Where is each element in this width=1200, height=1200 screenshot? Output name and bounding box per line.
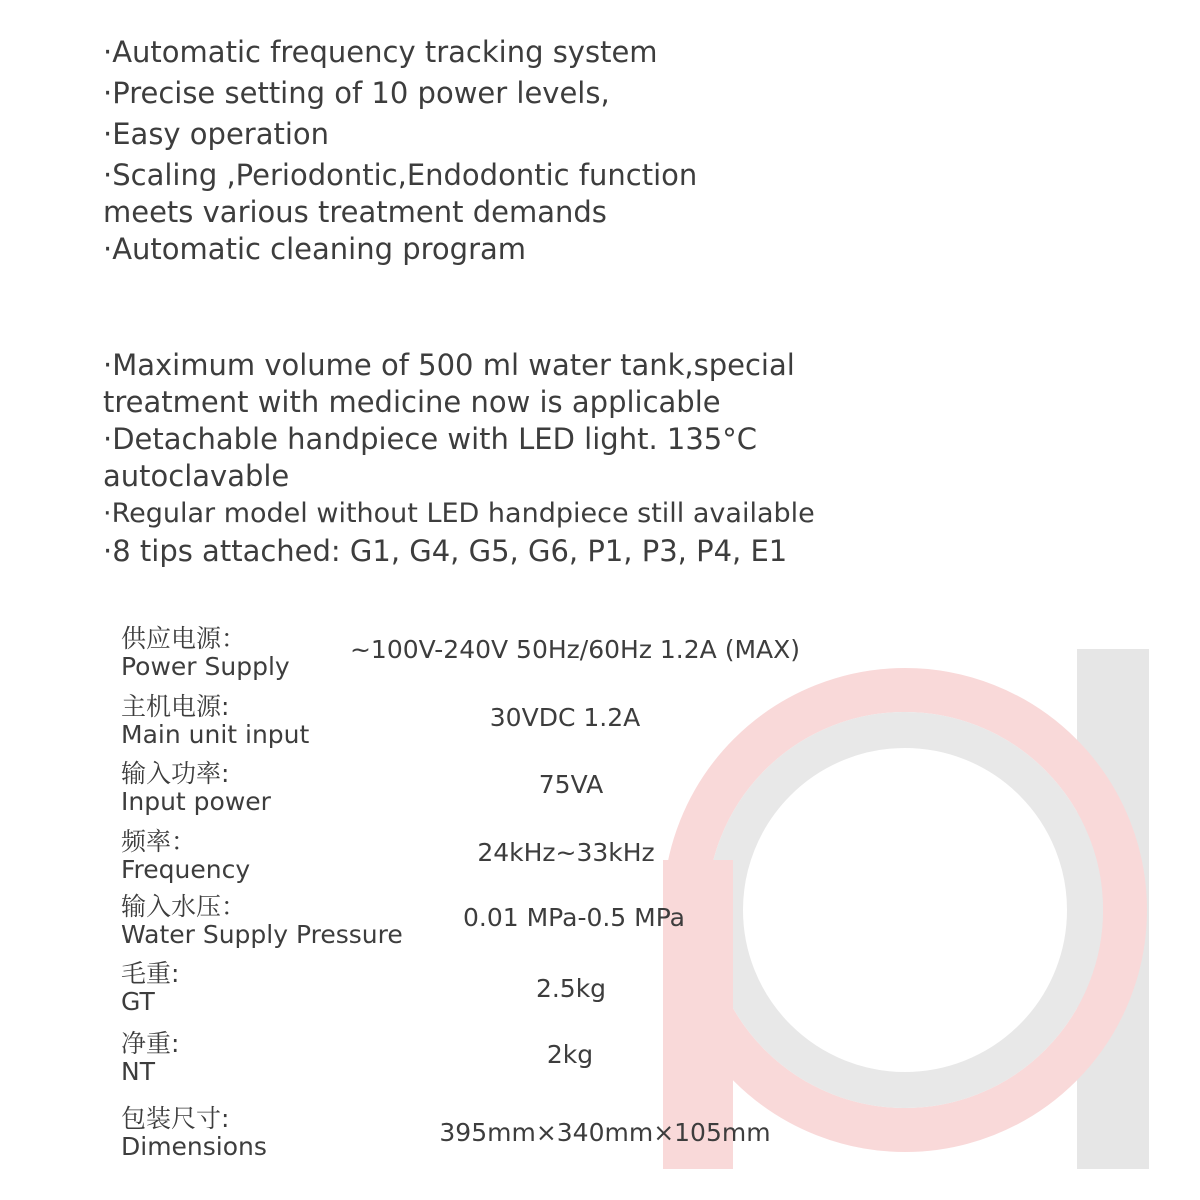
spec-value: 0.01 MPa-0.5 MPa [462,903,686,932]
feature-line: ·Regular model without LED handpiece still available [103,498,815,529]
spec-value: 30VDC 1.2A [489,703,641,732]
spec-value: 2.5kg [535,974,607,1003]
spec-label-cn: 供应电源： [121,624,247,653]
feature-line: ·Detachable handpiece with LED light. 135°C [103,422,757,456]
spec-label-en: Input power [121,787,271,816]
spec-value: 2kg [546,1040,594,1069]
spec-label-cn: 输入水压： [121,892,247,921]
feature-line: ·Precise setting of 10 power levels, [103,76,610,110]
spec-label-en: Power Supply [121,652,290,681]
feature-line: ·Automatic cleaning program [103,232,527,266]
spec-label-en: NT [121,1057,155,1086]
spec-label-en: GT [121,987,155,1016]
feature-line: ·Scaling ,Periodontic,Endodontic function [103,158,698,192]
spec-label-en: Main unit input [121,720,310,749]
spec-label-cn: 包装尺寸: [121,1104,230,1133]
spec-value: 75VA [538,770,604,799]
spec-label-cn: 净重: [121,1029,180,1058]
feature-line: ·Maximum volume of 500 ml water tank,special [103,348,795,382]
spec-label-cn: 频率： [121,827,197,856]
feature-line: ·Automatic frequency tracking system [103,35,658,69]
spec-value: 395mm×340mm×105mm [439,1118,771,1147]
feature-line: treatment with medicine now is applicable [103,385,721,419]
spec-label-cn: 主机电源: [121,692,230,721]
spec-value: 24kHz~33kHz [477,838,655,867]
feature-line: ·8 tips attached: G1, G4, G5, G6, P1, P3, P4, E1 [103,534,788,568]
feature-line: meets various treatment demands [103,195,607,229]
spec-label-cn: 输入功率: [121,759,230,788]
feature-line: autoclavable [103,459,290,493]
spec-label-en: Dimensions [121,1132,267,1161]
spec-label-cn: 毛重: [121,959,180,988]
spec-value: ~100V-240V 50Hz/60Hz 1.2A (MAX) [349,635,801,664]
spec-label-en: Frequency [121,855,251,884]
feature-line: ·Easy operation [103,117,330,151]
spec-label-en: Water Supply Pressure [121,920,403,949]
